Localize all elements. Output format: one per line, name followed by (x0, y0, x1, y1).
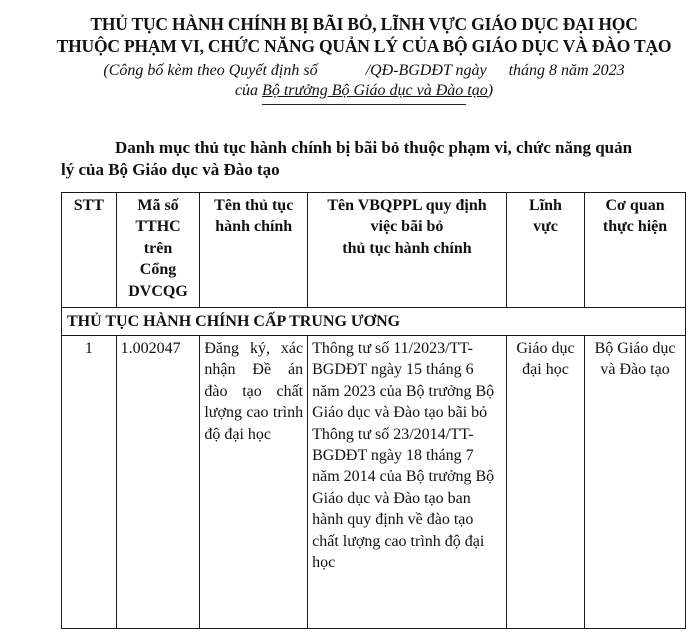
document-title-line-2: THUỘC PHẠM VI, CHỨC NĂNG QUẢN LÝ CỦA BỘ GIÁO DỤC VÀ ĐÀO TẠO (56, 36, 672, 56)
cell-linh-vuc: Giáo dục đại học (506, 336, 584, 629)
section-title: THỦ TỤC HÀNH CHÍNH CẤP TRUNG ƯƠNG (62, 308, 686, 336)
header-co-quan (585, 193, 686, 308)
header-ma-so-line: DVCQG (128, 282, 188, 300)
section-row (62, 308, 686, 336)
header-linh-vuc (506, 193, 584, 308)
list-heading-line-1: Danh mục thủ tục hành chính bị bãi bỏ thuộc phạm vi, chức năng quản (115, 138, 633, 157)
list-heading-line-2: lý của Bộ Giáo dục và Đào tạo (61, 160, 280, 179)
header-ma-so-line: Cổng (139, 261, 177, 279)
subtitle-issuer: Bộ trưởng Bộ Giáo dục và Đào tạo (262, 82, 488, 99)
table-row (62, 336, 686, 629)
cell-co-quan: Bộ Giáo dục và Đào tạo (585, 336, 686, 629)
header-ten-thu-tuc-line: Tên thủ tục (214, 197, 294, 214)
header-ten-vbqppl-line: Tên VBQPPL quy định (327, 197, 487, 214)
cell-ten-vbqppl: Thông tư số 11/2023/TT-BGDĐT ngày 15 tháng 6 năm 2023 của Bộ trưởng Bộ Giáo dục và Đào tạo bãi bỏ Thông tư số 23/2014/TT-BGDĐT ngày 18 tháng 7 năm 2014 của Bộ trưởng Bộ Giáo dục và Đào tạo ban hành quy định về đào tạo chất lượng cao trình độ đại học (308, 336, 507, 629)
subtitle-issuer-suffix: ) (487, 82, 494, 99)
header-ten-thu-tuc-line: hành chính (215, 218, 293, 236)
header-ma-so (116, 193, 200, 308)
procedures-table (61, 192, 686, 629)
header-ten-thu-tuc (200, 193, 308, 308)
header-co-quan-line: Cơ quan (605, 197, 665, 214)
subtitle-issuer-prefix: của (234, 82, 263, 99)
header-ma-so-line: trên (143, 239, 173, 257)
subtitle-decision-prefix: (Công bố kèm theo Quyết định số (103, 62, 318, 79)
header-stt: STT (62, 193, 117, 308)
header-linh-vuc-line: Lĩnh (529, 197, 562, 214)
subtitle-decision-code: /QĐ-BGDĐT ngày (365, 62, 487, 79)
header-ten-vbqppl (308, 193, 507, 308)
document-subtitle-line-1 (14, 60, 700, 82)
cell-ten-thu-tuc: Đăng ký, xác nhận Đề án đào tạo chất lượng cao trình độ đại học (200, 336, 308, 629)
header-ma-so-line: TTHC (135, 218, 181, 236)
title-divider (262, 104, 466, 105)
document-title-line-1: THỦ TỤC HÀNH CHÍNH BỊ BÃI BỎ, LĨNH VỰC GIÁO DỤC ĐẠI HỌC (90, 14, 638, 34)
header-ma-so-line: Mã số (137, 197, 179, 214)
subtitle-decision-date: tháng 8 năm 2023 (508, 62, 625, 79)
header-co-quan-line: thực hiện (602, 218, 668, 236)
document-subtitle-line-2 (14, 80, 700, 102)
table-header-row (62, 193, 686, 308)
cell-stt: 1 (62, 336, 117, 629)
header-ten-vbqppl-line: thủ tục hành chính (342, 239, 472, 257)
header-linh-vuc-line: vực (533, 218, 558, 236)
header-ten-vbqppl-line: việc bãi bỏ (370, 218, 444, 236)
cell-ma-so: 1.002047 (116, 336, 200, 629)
